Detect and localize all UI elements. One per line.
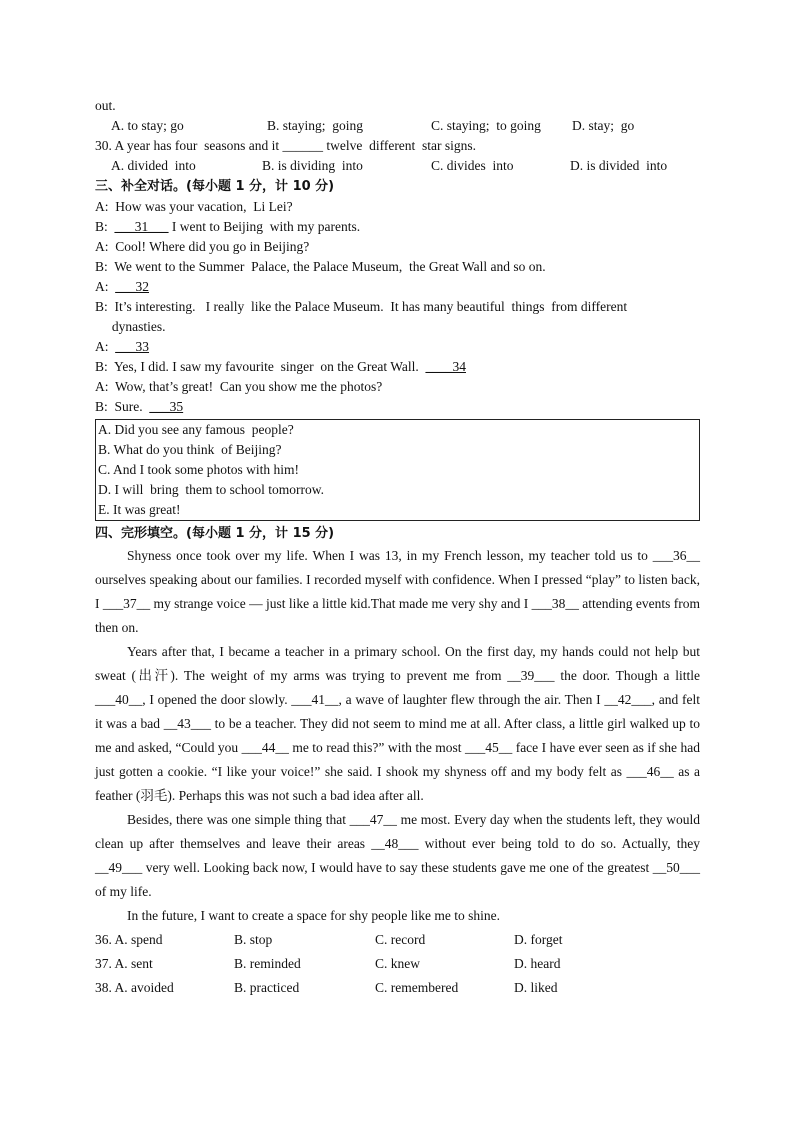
cloze-options-37: 37. A. sent B. reminded C. knew D. heard xyxy=(95,956,561,971)
q30-stem: 30. A year has four seasons and it ______ twelve different star signs. xyxy=(95,138,477,153)
section3-title: 三、补全对话。(每小题 1 分，计 10 分) xyxy=(95,179,335,194)
cloze-paragraph-2: Years after that, I became a teacher in a primary school. On the first day, my hands could not help but sweat (出汗). The weight of my arms was trying to prevent me from __39___ the door. Though a little ___40__, I opened the door slowly. ___41__, a wave of laughter flew through the air. Then I __42___, and felt it was a bad __43___ to be a teacher. They did not seem to mind me at all. After class, a little girl walked up to me and asked, “Could you ___44__ me to read this?” with the most ___45__ face I have ever seen as if she had just gotten a cookie. “I like your voice!” she said. I shook my shyness off and my body felt as ___46__ as a feather (羽毛). Perhaps this was not such a bad idea after all. xyxy=(95,644,700,803)
dialogue-line: B: We went to the Summer Palace, the Palace Museum, the Great Wall and so on. xyxy=(95,259,546,274)
dialogue-line: B: ___31___ I went to Beijing with my parents. xyxy=(95,219,361,234)
q29-tail: out. xyxy=(95,98,116,113)
box-option-e: E. It was great! xyxy=(98,502,181,517)
dialogue-line: B: It’s interesting. I really like the Palace Museum. It has many beautiful things from different xyxy=(95,299,628,314)
dialogue-line: A: Wow, that’s great! Can you show me the photos? xyxy=(95,379,383,394)
section4-title: 四、完形填空。(每小题 1 分，计 15 分) xyxy=(95,526,335,541)
blank-35: ___35 xyxy=(149,399,184,414)
exam-page xyxy=(95,96,700,1000)
q29-option-d: D. stay; go xyxy=(572,118,635,133)
blank-33: ___33 xyxy=(115,339,149,354)
dialogue-line: A: ___32 xyxy=(95,279,149,294)
dialogue-line: A: Cool! Where did you go in Beijing? xyxy=(95,239,310,254)
q29-options xyxy=(95,116,700,136)
q29-option-b: B. staying; going xyxy=(267,118,364,133)
dialogue-line: dynasties. xyxy=(95,319,166,334)
box-option-b: B. What do you think of Beijing? xyxy=(98,442,282,457)
cloze-options-36: 36. A. spend B. stop C. record D. forget xyxy=(95,932,563,947)
q30-option-d: D. is divided into xyxy=(570,158,668,173)
cloze-paragraph-4: In the future, I want to create a space for shy people like me to shine. xyxy=(127,908,500,923)
cloze-paragraph-3: Besides, there was one simple thing that ___47__ me most. Every day when the students left, they would clean up after themselves and leave their areas __48___ without ever being told to do so. Actually, they __49___ very well. Looking back now, I would have to say these students gave me one of the greatest __50___ of my life. xyxy=(95,812,700,899)
box-option-d: D. I will bring them to school tomorrow. xyxy=(98,482,324,497)
dialogue xyxy=(95,197,700,417)
box-option-c: C. And I took some photos with him! xyxy=(98,462,300,477)
box-option-a: A. Did you see any famous people? xyxy=(98,422,294,437)
dialogue-line: A: How was your vacation, Li Lei? xyxy=(95,199,293,214)
dialogue-options-box xyxy=(95,419,700,521)
blank-31: ___31___ xyxy=(114,219,169,234)
q30-options xyxy=(95,156,700,176)
q30-option-a: A. divided into xyxy=(111,158,196,173)
dialogue-line: B: Yes, I did. I saw my favourite singer on the Great Wall. ____34 xyxy=(95,359,466,374)
q29-option-c: C. staying; to going xyxy=(431,118,541,133)
blank-32: ___32 xyxy=(115,279,149,294)
dialogue-line: A: ___33 xyxy=(95,339,149,354)
cloze-paragraph-1: Shyness once took over my life. When I was 13, in my French lesson, my teacher told us to ___36__ ourselves speaking about our families. I recorded myself with confidence. When I pressed “play” to listen back, I ___37__ my strange voice — just like a little kid.That made me very shy and I ___38__ attending events from then on. xyxy=(95,548,700,635)
q30-option-b: B. is dividing into xyxy=(262,158,363,173)
blank-34: ____34 xyxy=(425,359,466,374)
dialogue-line: B: Sure. ___35 xyxy=(95,399,184,414)
q30-option-c: C. divides into xyxy=(431,158,514,173)
cloze-options-38: 38. A. avoided B. practiced C. remembered D. liked xyxy=(95,980,558,995)
q29-option-a: A. to stay; go xyxy=(111,118,184,133)
